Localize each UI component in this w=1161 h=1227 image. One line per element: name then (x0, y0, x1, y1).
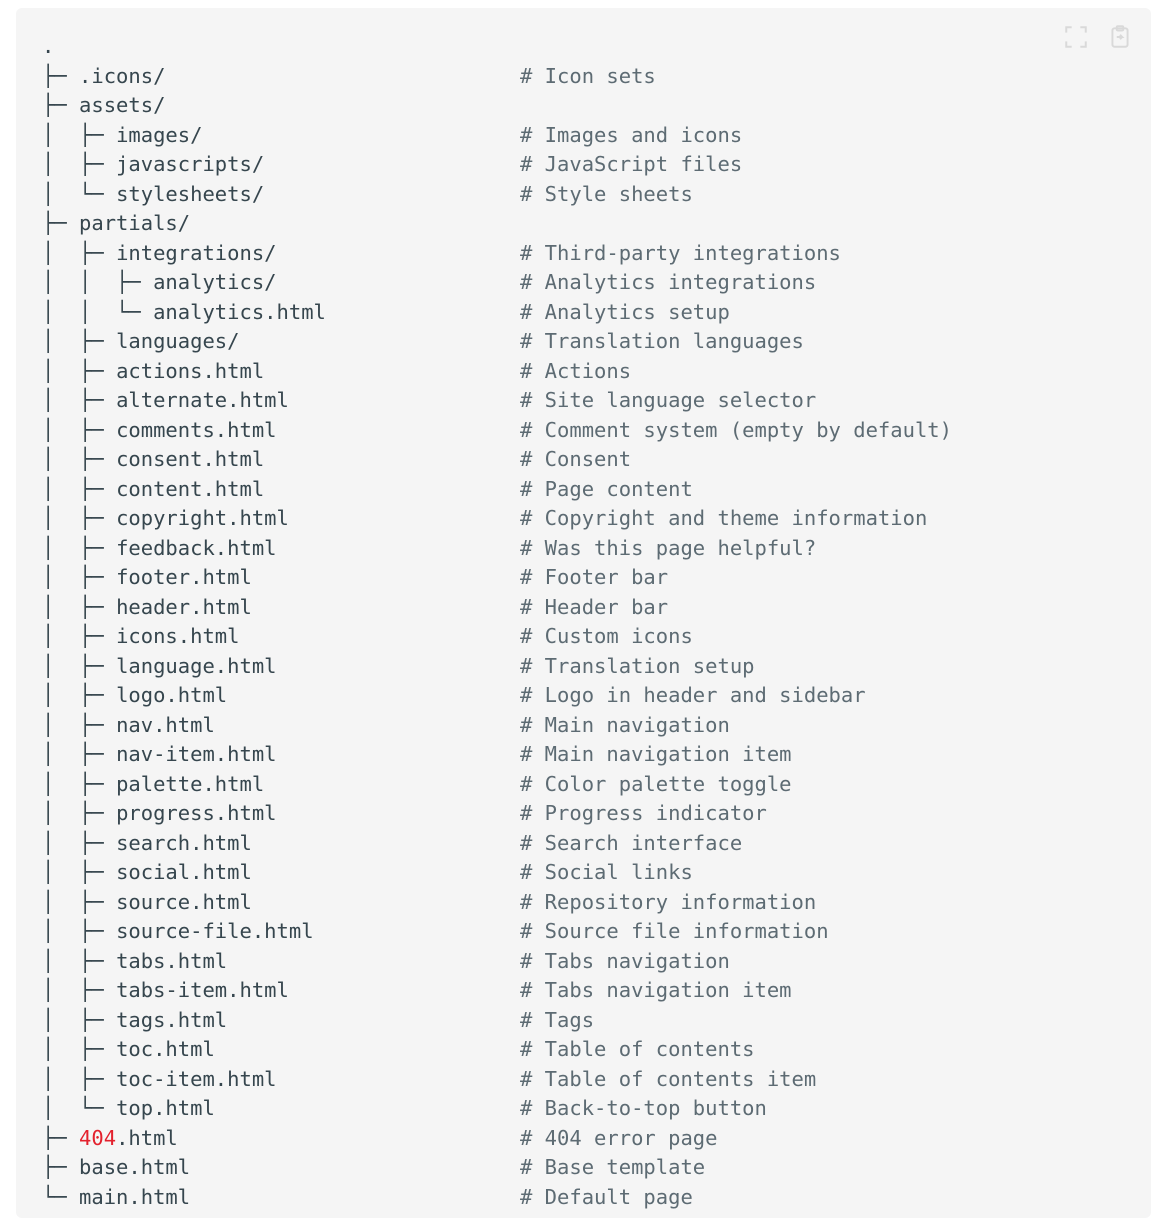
tree-comment: # Repository information (520, 889, 817, 914)
tree-comment: # Analytics setup (520, 299, 730, 324)
tree-prefix: ├─ (42, 93, 80, 117)
tree-entry-name: logo.html (116, 683, 228, 707)
tree-prefix: │ │ ├─ (42, 270, 154, 294)
tree-comment: # Third-party integrations (520, 240, 841, 265)
tree-line (42, 652, 1151, 682)
tree-comment: # Copyright and theme information (520, 506, 928, 530)
tree-line (42, 357, 1151, 387)
tree-entry-name: alternate.html (116, 388, 289, 412)
tree-comment: # Style sheets (520, 181, 693, 206)
tree-entry-name: .icons/ (79, 63, 166, 88)
tree-entry-name: assets/ (79, 93, 166, 117)
tree-comment: # Default page (520, 1184, 693, 1209)
tree-comment: # Tabs navigation item (520, 978, 792, 1002)
file-tree-code (42, 32, 1151, 1212)
tree-comment: # Table of contents (520, 1037, 755, 1061)
tree-entry-name: source.html (116, 889, 252, 914)
tree-line (42, 1006, 1151, 1036)
tree-line (42, 386, 1151, 416)
tree-line (42, 563, 1151, 593)
tree-prefix: ├─ (42, 211, 80, 235)
tree-line (42, 209, 1151, 239)
tree-line (42, 976, 1151, 1006)
tree-entry-name: nav-item.html (116, 742, 277, 766)
tree-prefix: │ ├─ (42, 417, 117, 442)
tree-prefix: │ ├─ (42, 447, 117, 471)
tree-prefix: │ ├─ (42, 476, 117, 501)
tree-line (42, 622, 1151, 652)
tree-prefix: └─ (42, 1184, 80, 1209)
code-block (16, 8, 1151, 1218)
tree-line (42, 475, 1151, 505)
tree-prefix: │ ├─ (42, 240, 117, 265)
tree-line (42, 268, 1151, 298)
tree-entry-name: footer.html (116, 565, 252, 589)
tree-prefix: │ ├─ (42, 358, 117, 383)
tree-prefix: │ ├─ (42, 653, 117, 678)
tree-prefix: │ ├─ (42, 683, 117, 707)
tree-comment: # Progress indicator (520, 801, 767, 825)
tree-comment: # Tags (520, 1007, 595, 1032)
tree-prefix: ├─ (42, 1125, 80, 1150)
tree-line (42, 858, 1151, 888)
tree-comment: # Images and icons (520, 122, 743, 147)
tree-prefix: ├─ (42, 1155, 80, 1179)
tree-line (42, 121, 1151, 151)
tree-line (42, 1124, 1151, 1154)
tree-comment: # Comment system (empty by default) (520, 417, 952, 442)
tree-comment: # Back-to-top button (520, 1096, 767, 1120)
tree-prefix: │ ├─ (42, 860, 117, 884)
tree-entry-name: source-file.html (116, 919, 314, 943)
tree-line (42, 917, 1151, 947)
tree-line (42, 62, 1151, 92)
tree-prefix: . (42, 34, 55, 58)
tree-line (42, 1153, 1151, 1183)
tree-prefix: │ │ └─ (42, 299, 154, 324)
tree-entry-name: partials/ (79, 211, 191, 235)
tree-line (42, 711, 1151, 741)
tree-prefix: │ ├─ (42, 152, 117, 176)
tree-line (42, 445, 1151, 475)
tree-entry-name: icons.html (116, 624, 240, 648)
tree-number: 404 (79, 1125, 117, 1150)
tree-line (42, 1094, 1151, 1124)
tree-prefix: │ ├─ (42, 978, 117, 1002)
tree-comment: # Icon sets (520, 63, 656, 88)
tree-line (42, 298, 1151, 328)
tree-comment: # Base template (520, 1155, 706, 1179)
tree-prefix: │ ├─ (42, 801, 117, 825)
tree-entry-name: search.html (116, 830, 252, 855)
tree-comment: # Translation languages (520, 329, 804, 353)
tree-entry-name: images/ (116, 122, 203, 147)
tree-entry-name: content.html (116, 476, 265, 501)
tree-comment: # Was this page helpful? (520, 535, 817, 560)
tree-comment: # Main navigation item (520, 742, 792, 766)
tree-line (42, 150, 1151, 180)
tree-prefix: │ ├─ (42, 122, 117, 147)
tree-entry-name: progress.html (116, 801, 277, 825)
tree-line (42, 32, 1151, 62)
tree-line (42, 593, 1151, 623)
tree-prefix: │ ├─ (42, 830, 117, 855)
tree-line (42, 504, 1151, 534)
tree-comment: # Search interface (520, 830, 743, 855)
tree-comment: # Footer bar (520, 565, 669, 589)
tree-prefix: │ ├─ (42, 919, 117, 943)
tree-comment: # Table of contents item (520, 1066, 817, 1091)
tree-comment: # Social links (520, 860, 693, 884)
tree-prefix: │ └─ (42, 181, 117, 206)
tree-prefix: │ ├─ (42, 889, 117, 914)
tree-prefix: │ ├─ (42, 742, 117, 766)
tree-comment: # Header bar (520, 594, 669, 619)
tree-line (42, 534, 1151, 564)
tree-entry-name: palette.html (116, 771, 265, 796)
tree-comment: # Analytics integrations (520, 270, 817, 294)
tree-entry-name: analytics/ (153, 270, 277, 294)
tree-entry-name: consent.html (116, 447, 265, 471)
tree-comment: # Custom icons (520, 624, 693, 648)
tree-entry-name: actions.html (116, 358, 265, 383)
tree-comment: # Source file information (520, 919, 829, 943)
tree-entry-name: javascripts/ (116, 152, 265, 176)
tree-entry-name: copyright.html (116, 506, 289, 530)
tree-prefix: │ ├─ (42, 624, 117, 648)
tree-entry-name: toc.html (116, 1037, 215, 1061)
tree-prefix: │ ├─ (42, 565, 117, 589)
tree-line (42, 947, 1151, 977)
tree-entry-name: .html (116, 1125, 178, 1150)
tree-entry-name: main.html (79, 1184, 191, 1209)
tree-line (42, 740, 1151, 770)
tree-entry-name: nav.html (116, 712, 215, 737)
tree-prefix: │ ├─ (42, 1066, 117, 1091)
tree-comment: # Main navigation (520, 712, 730, 737)
tree-line (42, 770, 1151, 800)
tree-entry-name: language.html (116, 653, 277, 678)
tree-line (42, 799, 1151, 829)
tree-line (42, 416, 1151, 446)
tree-prefix: │ ├─ (42, 388, 117, 412)
tree-line (42, 1065, 1151, 1095)
tree-comment: # JavaScript files (520, 152, 743, 176)
tree-prefix: │ ├─ (42, 1037, 117, 1061)
tree-line (42, 1183, 1151, 1213)
tree-prefix: │ ├─ (42, 535, 117, 560)
tree-comment: # Consent (520, 447, 632, 471)
tree-prefix: ├─ (42, 63, 80, 88)
tree-entry-name: feedback.html (116, 535, 277, 560)
tree-prefix: │ ├─ (42, 506, 117, 530)
tree-entry-name: tabs.html (116, 948, 228, 973)
tree-entry-name: social.html (116, 860, 252, 884)
tree-line (42, 239, 1151, 269)
tree-entry-name: header.html (116, 594, 252, 619)
tree-comment: # Logo in header and sidebar (520, 683, 866, 707)
tree-prefix: │ └─ (42, 1096, 117, 1120)
tree-comment: # Site language selector (520, 388, 817, 412)
tree-comment: # Color palette toggle (520, 771, 792, 796)
tree-prefix: │ ├─ (42, 712, 117, 737)
tree-comment: # Actions (520, 358, 632, 383)
tree-line (42, 91, 1151, 121)
tree-entry-name: base.html (79, 1155, 191, 1179)
tree-entry-name: toc-item.html (116, 1066, 277, 1091)
tree-entry-name: integrations/ (116, 240, 277, 265)
tree-entry-name: tabs-item.html (116, 978, 289, 1002)
tree-line (42, 681, 1151, 711)
tree-entry-name: analytics.html (153, 299, 326, 324)
tree-entry-name: languages/ (116, 329, 240, 353)
tree-line (42, 1035, 1151, 1065)
tree-prefix: │ ├─ (42, 329, 117, 353)
tree-line (42, 888, 1151, 918)
tree-entry-name: top.html (116, 1096, 215, 1120)
tree-entry-name: tags.html (116, 1007, 228, 1032)
tree-line (42, 180, 1151, 210)
tree-entry-name: stylesheets/ (116, 181, 265, 206)
tree-line (42, 327, 1151, 357)
tree-comment: # Page content (520, 476, 693, 501)
tree-prefix: │ ├─ (42, 1007, 117, 1032)
tree-line (42, 829, 1151, 859)
tree-prefix: │ ├─ (42, 948, 117, 973)
tree-prefix: │ ├─ (42, 771, 117, 796)
tree-entry-name: comments.html (116, 417, 277, 442)
tree-comment: # 404 error page (520, 1125, 718, 1150)
tree-comment: # Tabs navigation (520, 948, 730, 973)
tree-prefix: │ ├─ (42, 594, 117, 619)
tree-comment: # Translation setup (520, 653, 755, 678)
